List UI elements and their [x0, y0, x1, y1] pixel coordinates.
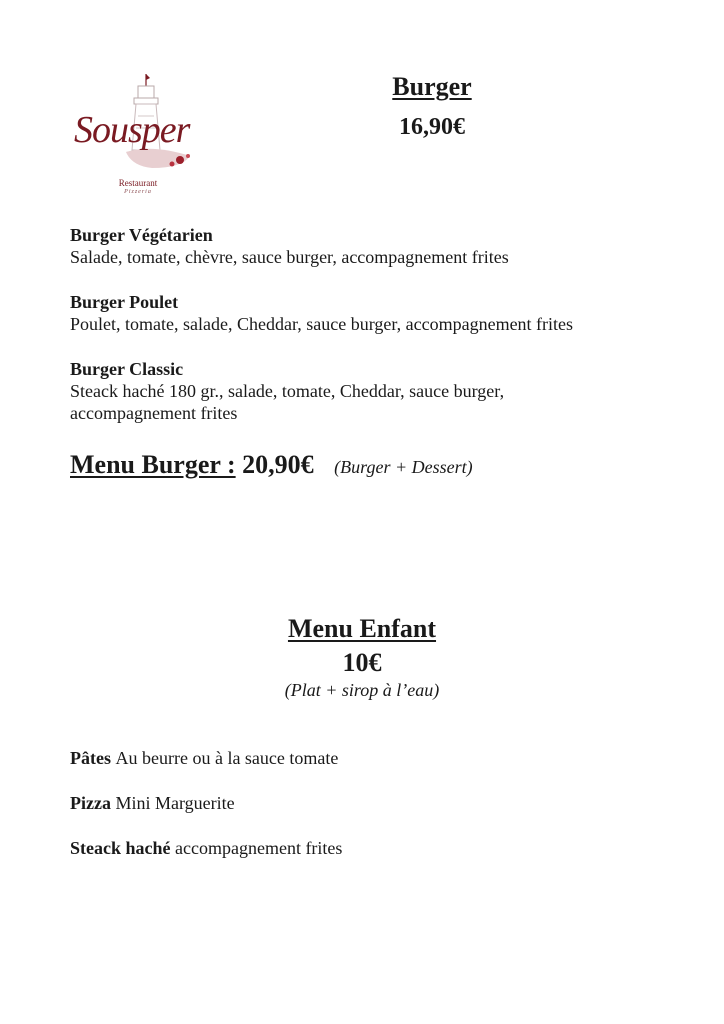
enfant-section-title: Menu Enfant — [287, 614, 437, 643]
menu-item — [70, 224, 670, 268]
menu-item-description: Poulet, tomate, salade, Cheddar, sauce burger, accompagnement frites — [70, 314, 574, 334]
kid-menu-item-name: Pâtes — [70, 748, 116, 768]
enfant-section-note: (Plat + sirop à l’eau) — [284, 680, 440, 700]
menu-burger-price: 20,90€ — [242, 450, 314, 479]
enfant-section-price: 10€ — [342, 648, 382, 677]
kid-menu-item-name: Steack haché — [70, 838, 175, 858]
burger-section-title: Burger — [392, 72, 472, 101]
menu-burger-label: Menu Burger : — [70, 450, 236, 479]
kid-menu-item-description: Mini Marguerite — [115, 793, 235, 813]
logo-brand-name: Sousper — [74, 109, 190, 151]
kid-menu-item — [70, 792, 235, 814]
menu-item — [70, 291, 670, 335]
logo-tagline: Pizzeria — [124, 189, 152, 195]
menu-item-description: Salade, tomate, chèvre, sauce burger, accompagnement frites — [70, 247, 509, 267]
kid-menu-item-description: Au beurre ou à la sauce tomate — [115, 748, 339, 768]
burger-section-price: 16,90€ — [399, 114, 465, 140]
kid-menu-item-name: Pizza — [70, 793, 116, 813]
menu-item-name: Burger Poulet — [70, 292, 179, 312]
kid-menu-item-description: accompagnement frites — [175, 838, 343, 858]
menu-item-description-continued: accompagnement frites — [70, 403, 238, 423]
menu-burger-note: (Burger + Dessert) — [334, 457, 473, 477]
menu-item — [70, 358, 670, 424]
kid-menu-item — [70, 747, 338, 769]
menu-item-name: Burger Classic — [70, 359, 184, 379]
kid-menu-item — [70, 837, 342, 859]
logo-subtitle: Restaurant — [118, 178, 158, 188]
menu-item-description: Steack haché 180 gr., salade, tomate, Cheddar, sauce burger, — [70, 381, 505, 401]
menu-burger-offer — [70, 450, 473, 480]
menu-item-name: Burger Végétarien — [70, 225, 213, 245]
